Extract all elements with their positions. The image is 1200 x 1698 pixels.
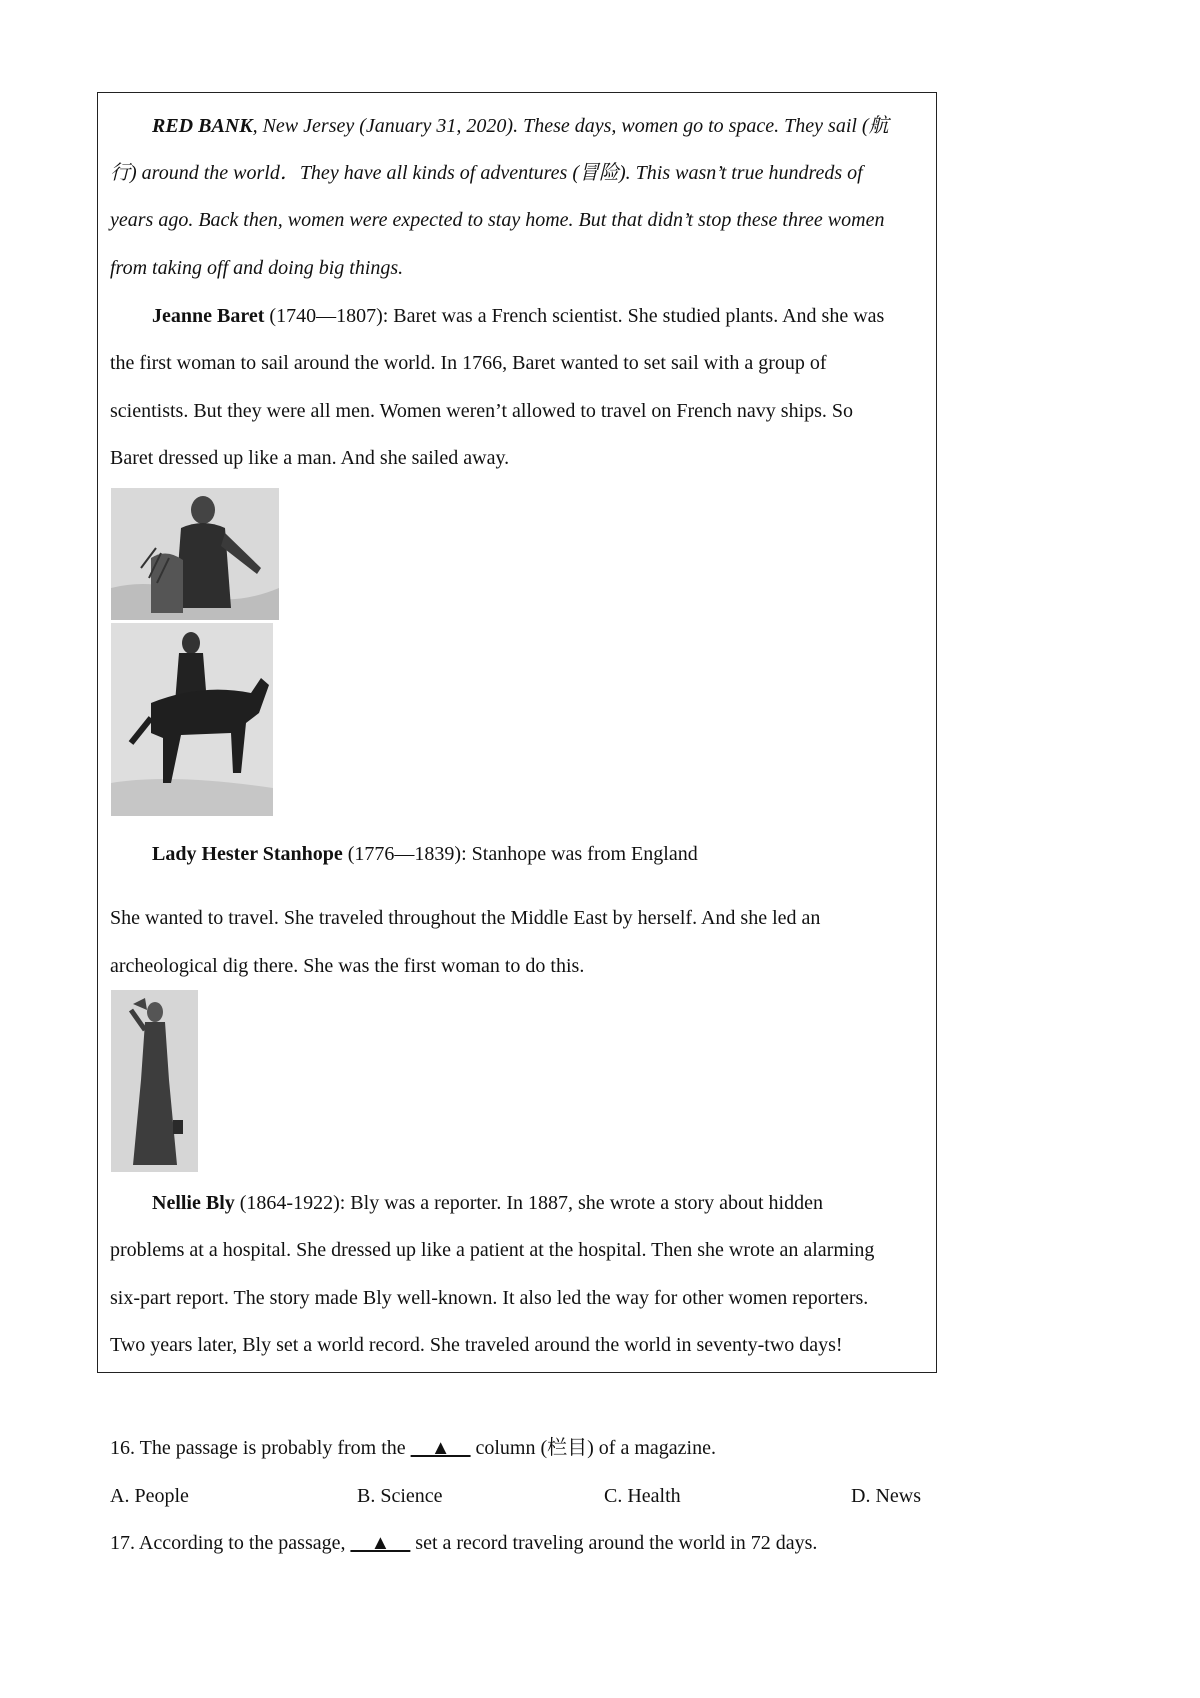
stanhope-line-3: archeological dig there. She was the first woman to do this. <box>110 955 585 977</box>
baret-line-3: scientists. But they were all men. Women weren’t allowed to travel on French navy ships. So <box>110 400 854 422</box>
q16-option-c[interactable]: C. Health <box>604 1485 681 1507</box>
bly-line-1-text: (1864-1922): Bly was a reporter. In 1887, she wrote a story about hidden <box>234 1192 823 1214</box>
stanhope-line-1-text: (1776—1839): Stanhope was from England <box>342 843 698 865</box>
q16-answer-blank[interactable]: __▲__ <box>410 1437 471 1459</box>
bly-portrait-svg <box>111 990 198 1172</box>
q16-option-b[interactable]: B. Science <box>357 1485 443 1507</box>
q16-text-post: column (栏目) of a magazine. <box>470 1437 716 1459</box>
q17-text-post: set a record traveling around the world in 72 days. <box>410 1532 818 1554</box>
baret-line-1 <box>152 304 972 328</box>
bly-line-2: problems at a hospital. She dressed up like a patient at the hospital. Then she wrote an alarming <box>110 1239 875 1261</box>
stanhope-horse-image <box>111 623 273 816</box>
intro-line-3: years ago. Back then, women were expected to stay home. But that didn’t stop these three women <box>110 209 885 231</box>
question-17 <box>110 1531 817 1555</box>
bly-line-4: Two years later, Bly set a world record. She traveled around the world in seventy-two days! <box>110 1334 843 1356</box>
stanhope-name: Lady Hester Stanhope <box>152 843 343 865</box>
stanhope-line-1 <box>152 842 972 866</box>
dateline-bold: RED BANK <box>152 115 253 137</box>
baret-engraving-svg <box>111 488 279 620</box>
bly-line-3: six-part report. The story made Bly well-known. It also led the way for other women reporters. <box>110 1287 869 1309</box>
baret-line-2: the first woman to sail around the world. In 1766, Baret wanted to set sail with a group of <box>110 352 827 374</box>
q17-answer-blank[interactable]: __▲__ <box>350 1532 411 1554</box>
baret-engraving-image <box>111 488 279 620</box>
intro-line-4: from taking off and doing big things. <box>110 257 404 279</box>
baret-line-4: Baret dressed up like a man. And she sailed away. <box>110 447 510 469</box>
intro-line-1 <box>152 114 972 138</box>
q16-text-pre: 16. The passage is probably from the <box>110 1437 411 1459</box>
q17-text-pre: 17. According to the passage, <box>110 1532 351 1554</box>
bly-portrait-image <box>111 990 198 1172</box>
stanhope-horse-svg <box>111 623 273 816</box>
question-16 <box>110 1436 716 1460</box>
baret-line-1-text: (1740—1807): Baret was a French scientist. She studied plants. And she was <box>264 305 885 327</box>
q16-option-a[interactable]: A. People <box>110 1485 189 1507</box>
intro-line-1-text: , New Jersey (January 31, 2020). These days, women go to space. They sail (航 <box>252 115 889 137</box>
stanhope-line-2: She wanted to travel. She traveled throughout the Middle East by herself. And she led an <box>110 907 821 929</box>
baret-name: Jeanne Baret <box>152 305 265 327</box>
intro-line-2: 行) around the world．They have all kinds of adventures (冒险). This wasn’t true hundreds of <box>110 162 863 184</box>
bly-line-1 <box>152 1191 972 1215</box>
bly-name: Nellie Bly <box>152 1192 235 1214</box>
q16-option-d[interactable]: D. News <box>851 1485 921 1507</box>
